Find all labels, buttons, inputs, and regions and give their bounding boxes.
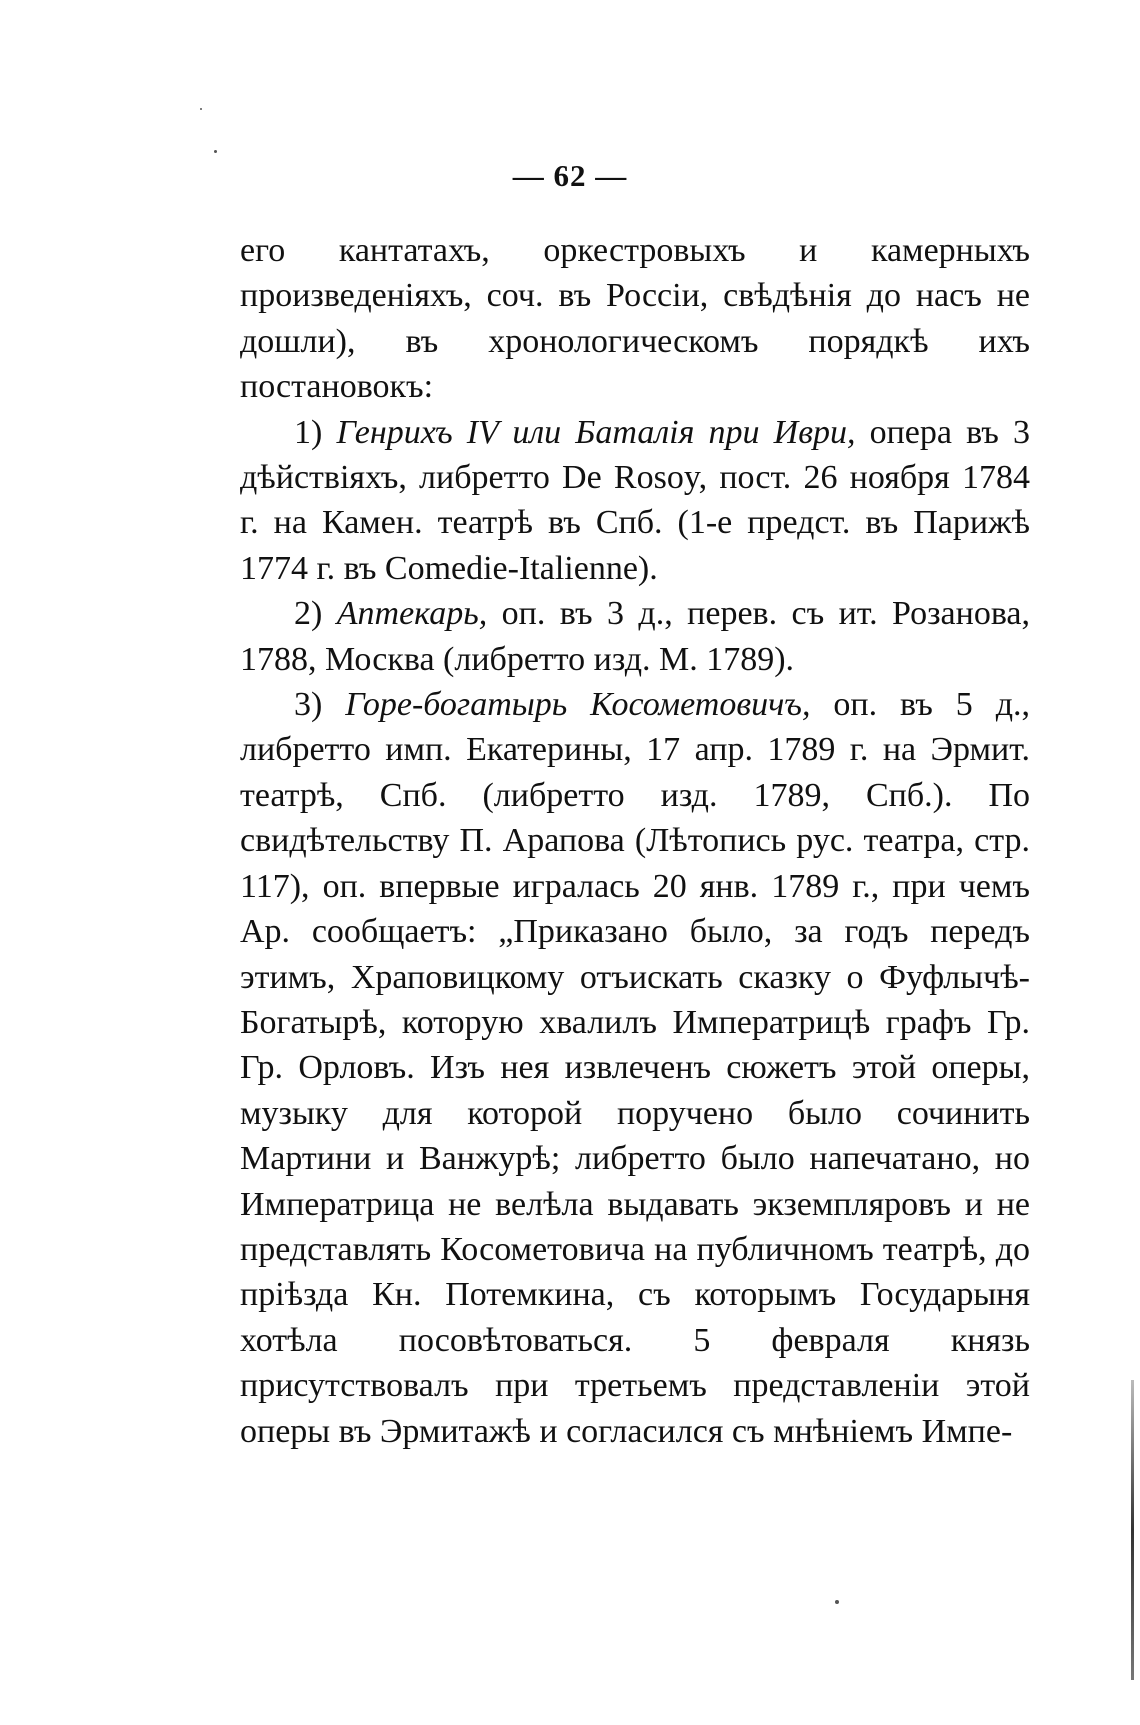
item-number: 1) — [294, 413, 323, 451]
list-item-2 — [240, 591, 1030, 682]
page-number: — 62 — — [512, 158, 628, 193]
list-item-1 — [240, 410, 1030, 592]
opera-title: Аптекарь, — [336, 595, 488, 633]
scan-speck — [835, 1600, 839, 1604]
item-number: 3) — [294, 686, 323, 724]
scan-speck — [214, 150, 217, 153]
item-text: оп. въ 5 д., либретто имп. Екатерины, 17 апр. 1789 г. на Эрмит. театрѣ, Спб. (либретто изд. 1789, Спб.). По свидѣтельству П. Арапова (Лѣтопись рус. театра, стр. 117), оп. впервые игралась 20 янв. 1789 г., при чемъ Ар. сообщаетъ: „Приказано было, за годъ передъ этимъ, Храповицкому отъискать сказку о Фуфлычѣ-Богатырѣ, которую хвалилъ Императрицѣ графъ Гр. Гр. Орловъ. Изъ нея извлеченъ сюжетъ этой оперы, музыку для которой поручено было сочинить Мартини и Ванжурѣ; либретто было напечатано, но Императрица не велѣла выдавать экземпляровъ и не представлять Косометовича на публичномъ театрѣ, до пріѣзда Кн. Потемкина, съ которымъ Государыня хотѣла посовѣтоваться. 5 февраля князь присутствовалъ при третьемъ представленіи этой оперы въ Эрмитажѣ и согласился съ мнѣніемъ Импе- — [240, 686, 1031, 1450]
paragraph-text: его кантатахъ, оркестровыхъ и камерныхъ произведеніяхъ, соч. въ Россіи, свѣдѣнія до насъ не дошли), въ хронологическомъ порядкѣ ихъ постановокъ: — [240, 232, 1030, 406]
list-item-3 — [240, 682, 1030, 1454]
scan-edge-mark — [1131, 1380, 1134, 1680]
item-text: опера въ 3 дѣйствіяхъ, либретто De Rosoy, пост. 26 ноября 1784 г. на Камен. театрѣ въ Спб. (1-е предст. въ Парижѣ 1774 г. въ Comedie-Italienne). — [240, 413, 1030, 587]
item-text: оп. въ 3 д., перев. съ ит. Розанова, 1788, Москва (либретто изд. М. 1789). — [240, 595, 1031, 678]
paragraph-intro — [240, 228, 1030, 410]
item-number: 2) — [294, 595, 323, 633]
opera-title: Генрихъ IV или Баталія при Иври, — [336, 413, 856, 451]
opera-title: Горе-богатырь Косометовичъ, — [345, 686, 811, 724]
body-text — [240, 228, 1030, 1454]
scan-speck — [200, 108, 202, 110]
